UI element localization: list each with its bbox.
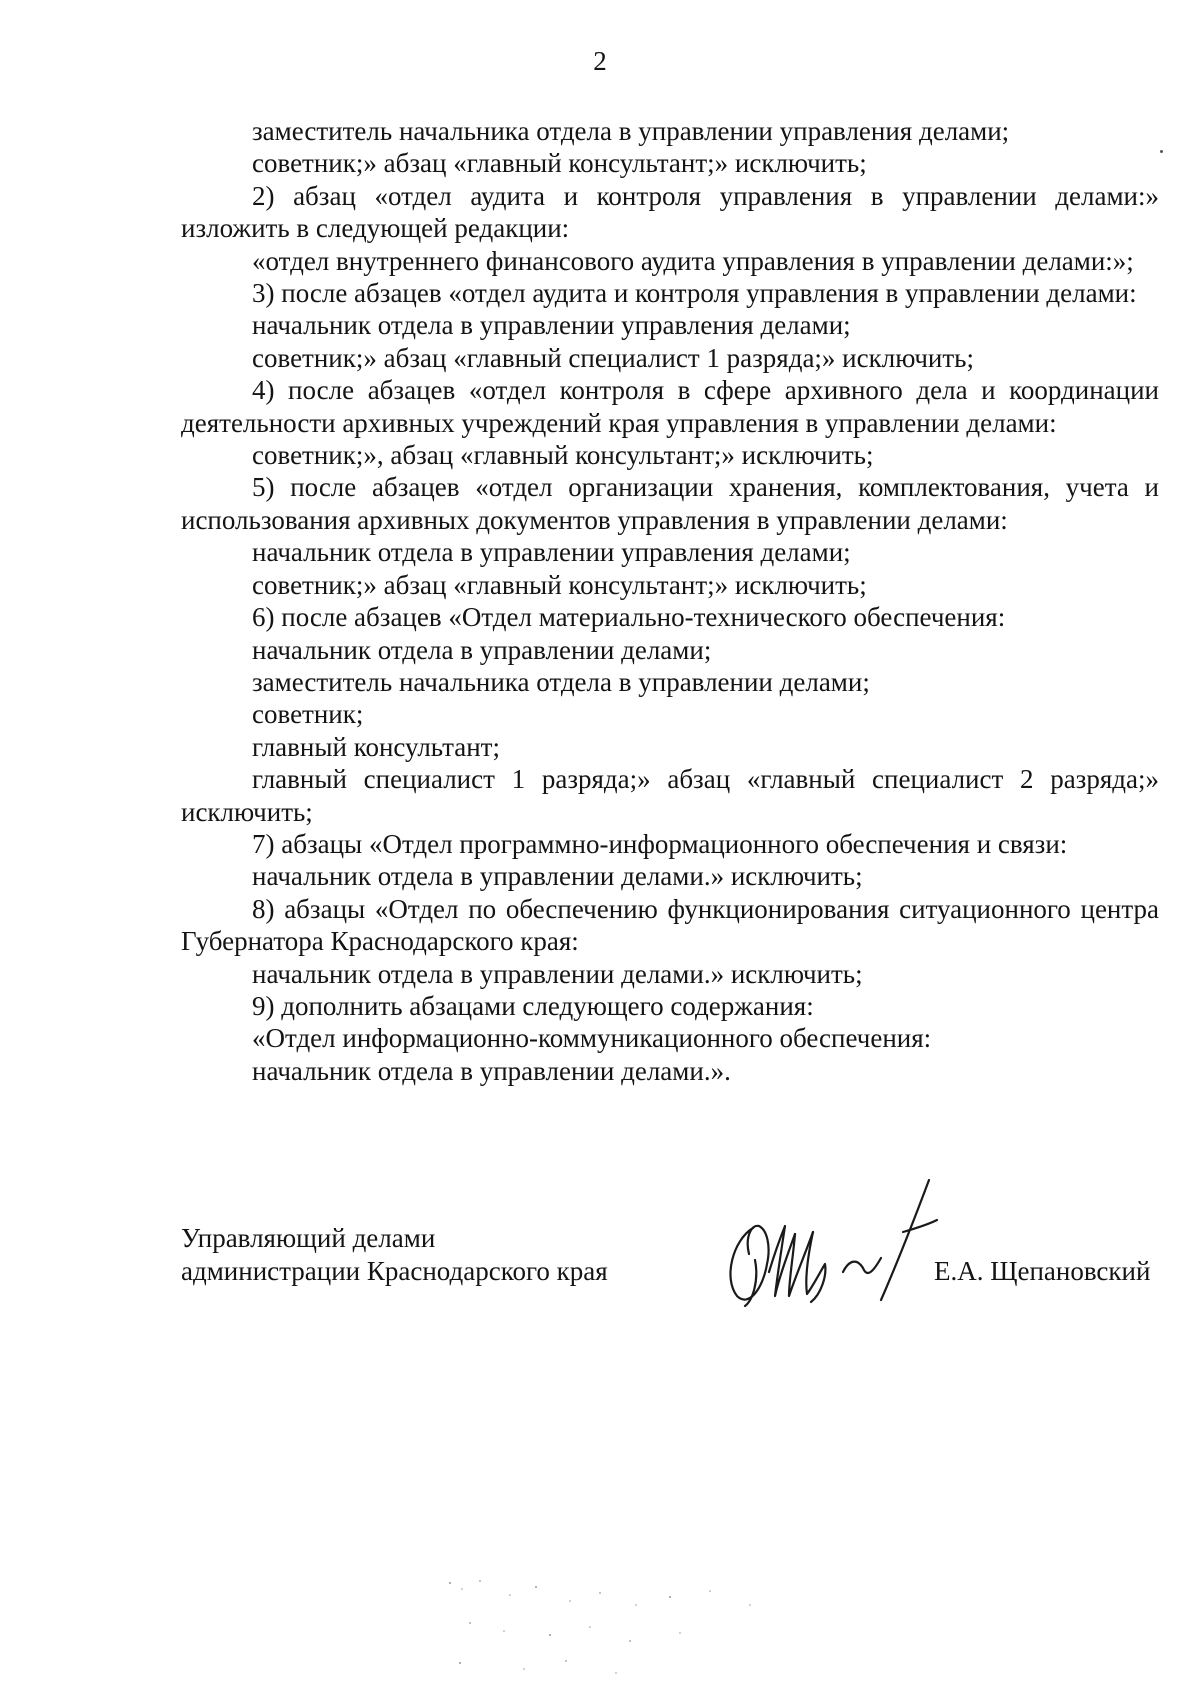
paragraph: 5) после абзацев «отдел организации хранения, комплектования, учета и использования архивных документов управления в управлении делами: — [181, 472, 1159, 535]
paragraph: начальник отдела в управлении управления делами; — [252, 537, 851, 568]
signatory-position — [181, 1222, 608, 1288]
paragraph: главный специалист 1 разряда;» абзац «главный специалист 2 разряда;» исключить; — [181, 764, 1159, 827]
paragraph: заместитель начальника отдела в управлении управления делами; — [252, 116, 1010, 146]
paragraph: «Отдел информационно-коммуникационного обеспечения: — [252, 1023, 932, 1054]
signatory-position-line: администрации Краснодарского края — [181, 1256, 608, 1286]
document-body — [181, 115, 1159, 1087]
paragraph: заместитель начальника отдела в управлении делами; — [252, 666, 870, 697]
paragraph: 8) абзацы «Отдел по обеспечению функционирования ситуационного центра Губернатора Краснодарского края: — [181, 893, 1159, 957]
paragraph: советник;», абзац «главный консультант;» исключить; — [252, 440, 874, 471]
paragraph: советник; — [252, 699, 364, 730]
paragraph: советник;» абзац «главный консультант;» исключить; — [252, 148, 867, 179]
paragraph: начальник отдела в управлении делами.» исключить; — [252, 861, 863, 892]
paragraph: советник;» абзац «главный специалист 1 разряда;» исключить; — [252, 342, 974, 373]
scan-noise — [440, 1575, 790, 1685]
paragraph: 9) дополнить абзацами следующего содержания: — [252, 990, 814, 1021]
paragraph: 7) абзацы «Отдел программно-информационного обеспечения и связи: — [252, 828, 1068, 859]
page-number: 2 — [593, 46, 607, 76]
paragraph: советник;» абзац «главный консультант;» исключить; — [252, 569, 867, 600]
paragraph: 3) после абзацев «отдел аудита и контроля управления в управлении делами: — [252, 278, 1137, 309]
handwritten-signature — [715, 1168, 995, 1318]
paragraph: начальник отдела в управлении делами.» исключить; — [252, 958, 863, 989]
paragraph: начальник отдела в управлении делами; — [252, 634, 712, 665]
paragraph: 2) абзац «отдел аудита и контроля управления в управлении делами:» изложить в следующей редакции: — [181, 180, 1159, 244]
paragraph: 6) после абзацев «Отдел материально-технического обеспечения: — [252, 602, 1006, 633]
paragraph: начальник отдела в управлении управления делами; — [252, 310, 851, 341]
paragraph: начальник отдела в управлении делами.». — [252, 1055, 731, 1086]
paragraph: «отдел внутреннего финансового аудита управления в управлении делами:»; — [252, 245, 1134, 276]
paragraph: 4) после абзацев «отдел контроля в сфере архивного дела и координации деятельности архивных учреждений края управления в управлении делами: — [181, 375, 1159, 438]
signatory-position-line: Управляющий делами — [181, 1223, 436, 1253]
paragraph: главный консультант; — [252, 731, 500, 762]
signatory-name: Е.А. Щепановский — [934, 1256, 1151, 1286]
scan-speck — [1160, 150, 1163, 153]
